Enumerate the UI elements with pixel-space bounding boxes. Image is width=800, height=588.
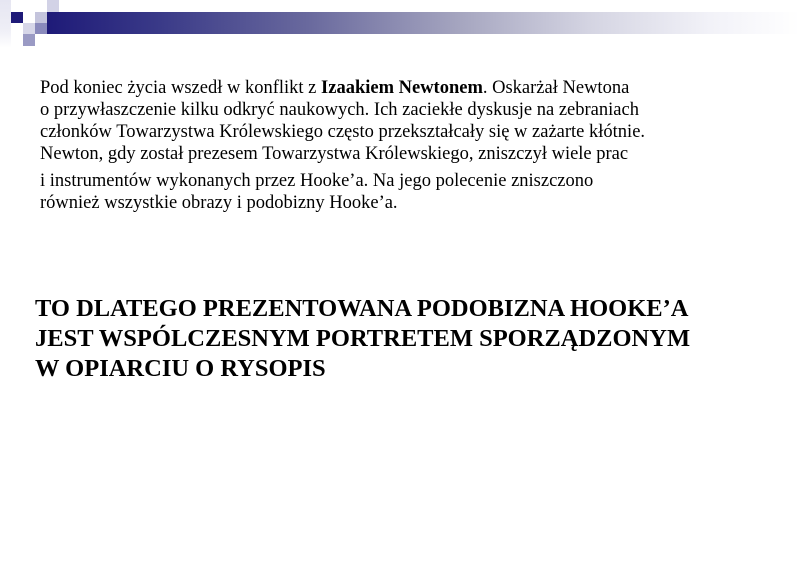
paragraph-line-5: i instrumentów wykonanych przez Hooke’a. Na jego polecenie zniszczono — [40, 171, 594, 191]
paragraph-line-6: również wszystkie obrazy i podobizny Hooke’a. — [40, 193, 398, 213]
decoration-square-dark — [11, 12, 23, 23]
decoration-square-light-row2 — [23, 23, 35, 34]
decoration-left-fade — [0, 0, 11, 48]
decoration-square-light-top — [47, 0, 59, 12]
decoration-square-light-mid — [35, 12, 47, 23]
decoration-square-medium-row3 — [23, 34, 35, 46]
heading-line-3: W OPIARCIU O RYSOPIS — [35, 355, 326, 382]
bold-name: Izaakiem Newtonem — [321, 78, 483, 98]
decoration-gradient-bar — [47, 12, 800, 34]
decoration-square-medium-row2 — [35, 23, 47, 34]
paragraph-line-4: Newton, gdy został prezesem Towarzystwa Królewskiego, zniszczył wiele prac — [40, 144, 629, 164]
conclusion-heading — [35, 294, 795, 384]
heading-line-2: JEST WSPÓLCZESNYM PORTRETEM SPORZĄDZONYM — [35, 325, 691, 352]
paragraph-line-1: Pod koniec życia wszedł w konflikt z Izaakiem Newtonem. Oskarżał Newtona — [40, 78, 630, 98]
heading-line-1: TO DLATEGO PREZENTOWANA PODOBIZNA HOOKE’A — [35, 295, 689, 322]
body-paragraph — [40, 77, 780, 214]
header-decoration — [0, 0, 800, 50]
paragraph-line-3: członków Towarzystwa Królewskiego często przekształcały się w zażarte kłótnie. — [40, 122, 646, 142]
paragraph-line-2: o przywłaszczenie kilku odkryć naukowych. Ich zaciekłe dyskusje na zebraniach — [40, 100, 639, 120]
